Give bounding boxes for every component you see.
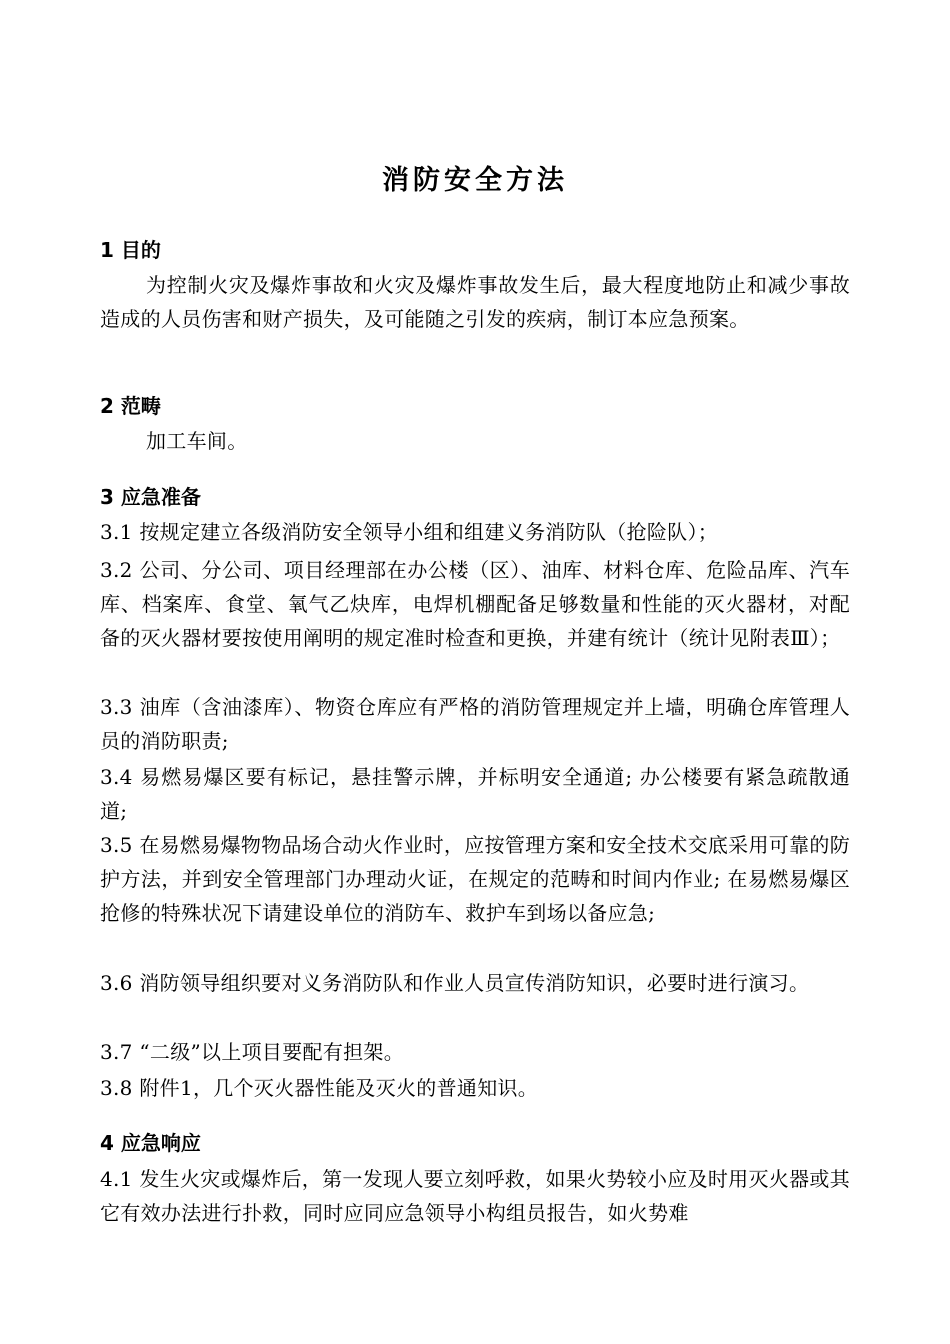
paragraph-purpose: 为控制火灾及爆炸事故和火灾及爆炸事故发生后，最大程度地防止和减少事故造成的人员伤害和财产损失，及可能随之引发的疾病，制订本应急预案。 — [100, 273, 850, 331]
section-heading-emergency-preparation: 3 应急准备 — [100, 485, 201, 509]
paragraph-3-5: 3.5 在易燃易爆物物品场合动火作业时，应按管理方案和安全技术交底采用可靠的防护方法，并到安全管理部门办理动火证，在规定的范畴和时间内作业; 在易燃易爆区抢修的特殊状况下请建设单位的消防车、救护车到场以备应急; — [100, 833, 850, 925]
paragraph-4-1: 4.1 发生火灾或爆炸后，第一发现人要立刻呼救，如果火势较小应及时用灭火器或其它有效办法进行扑救，同时应同应急领导小构组员报告，如火势难 — [100, 1167, 850, 1225]
paragraph-3-6: 3.6 消防领导组织要对义务消防队和作业人员宣传消防知识，必要时进行演习。 — [100, 971, 810, 995]
document-title: 消防安全方法 — [382, 165, 568, 196]
paragraph-3-4: 3.4 易燃易爆区要有标记，悬挂警示牌，并标明安全通道; 办公楼要有紧急疏散通道; — [100, 765, 850, 823]
paragraph-scope: 加工车间。 — [146, 429, 248, 453]
section-heading-purpose: 1 目的 — [100, 238, 161, 262]
paragraph-3-2: 3.2 公司、分公司、项目经理部在办公楼（区）、油库、材料仓库、危险品库、汽车库、档案库、食堂、氧气乙炔库，电焊机棚配备足够数量和性能的灭火器材，对配备的灭火器材要按使用阐明的规定准时检查和更换，并建有统计（统计见附表Ⅲ）； — [100, 558, 850, 650]
paragraph-3-8: 3.8 附件1，几个灭火器性能及灭火的普通知识。 — [100, 1076, 539, 1100]
section-heading-emergency-response: 4 应急响应 — [100, 1131, 201, 1155]
paragraph-3-1: 3.1 按规定建立各级消防安全领导小组和组建义务消防队（抢险队）； — [100, 520, 719, 544]
paragraph-3-7: 3.7 “二级”以上项目要配有担架。 — [100, 1040, 405, 1064]
paragraph-3-3: 3.3 油库（含油漆库）、物资仓库应有严格的消防管理规定并上墙，明确仓库管理人员的消防职责; — [100, 695, 850, 753]
section-heading-scope: 2 范畴 — [100, 394, 161, 418]
